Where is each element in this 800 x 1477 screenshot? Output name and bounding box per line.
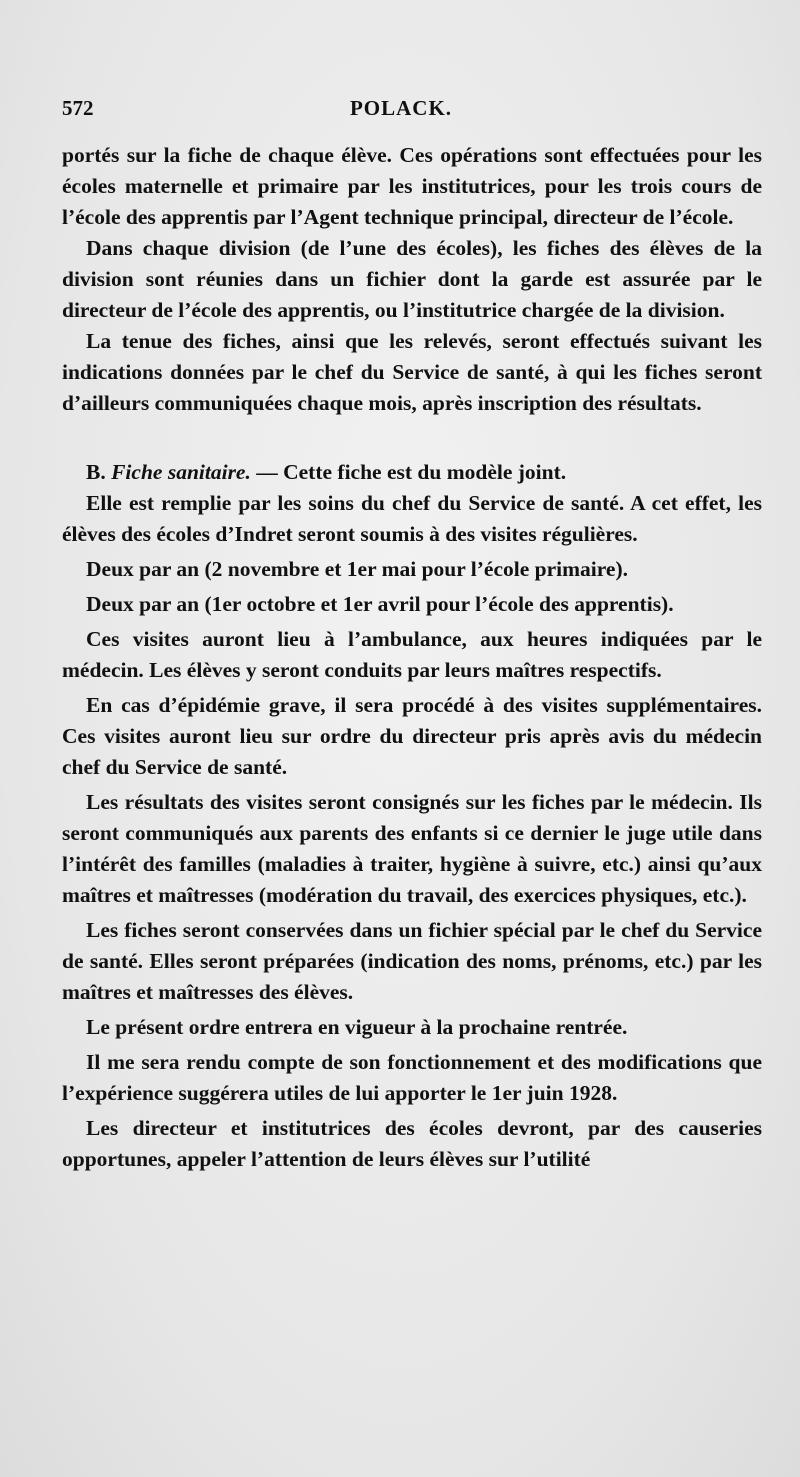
paragraph: Deux par an (1er octobre et 1er avril pour l’école des apprentis).	[86, 592, 674, 616]
paragraph: Dans chaque division (de l’une des écoles), les fiches des élèves de la division sont réunies dans un fichier dont la garde est assurée par le directeur de l’école des apprentis, ou l’institutrice chargée de la division.	[62, 236, 762, 322]
paragraph: Elle est remplie par les soins du chef du Service de santé. A cet effet, les élèves des écoles d’Indret seront soumis à des visites régulières.	[62, 491, 762, 546]
paragraph: portés sur la fiche de chaque élève. Ces opérations sont effectuées pour les écoles maternelle et primaire par les institutrices, pour les trois cours de l’école des apprentis par l’Agent technique principal, directeur de l’école.	[62, 143, 762, 229]
body-text	[62, 140, 762, 1175]
section-prefix: B.	[86, 460, 106, 484]
paragraph: En cas d’épidémie grave, il sera procédé à des visites supplémentaires. Ces visites auront lieu sur ordre du directeur pris après avis du médecin chef du Service de santé.	[62, 693, 762, 779]
paragraph: Il me sera rendu compte de son fonctionnement et des modifications que l’expérience suggérera utiles de lui apporter le 1er juin 1928.	[62, 1050, 762, 1105]
page-number: 572	[62, 96, 94, 120]
page-header	[62, 96, 740, 126]
paragraph: Le présent ordre entrera en vigueur à la prochaine rentrée.	[86, 1015, 628, 1039]
paragraph: Les résultats des visites seront consignés sur les fiches par le médecin. Ils seront communiqués aux parents des enfants si ce dernier le juge utile dans l’intérêt des familles (maladies à traiter, hygiène à suivre, etc.) ainsi qu’aux maîtres et maîtresses (modération du travail, des exercices physiques, etc.).	[62, 790, 762, 907]
running-head: POLACK.	[349, 96, 453, 120]
section-gap	[62, 419, 762, 457]
paragraph: Les fiches seront conservées dans un fichier spécial par le chef du Service de santé. Elles seront préparées (indication des noms, prénoms, etc.) par les maîtres et maîtresses des élèves.	[62, 918, 762, 1004]
paragraph: Les directeur et institutrices des écoles devront, par des causeries opportunes, appeler l’attention de leurs élèves sur l’utilité	[62, 1116, 762, 1171]
section-heading	[62, 457, 762, 488]
paragraph: Ces visites auront lieu à l’ambulance, aux heures indiquées par le médecin. Les élèves y seront conduits par leurs maîtres respectifs.	[62, 627, 762, 682]
paragraph: Deux par an (2 novembre et 1er mai pour l’école primaire).	[86, 557, 628, 581]
section-rest: — Cette fiche est du modèle joint.	[250, 460, 567, 484]
section-title: Fiche sanitaire.	[111, 460, 251, 484]
paragraph: La tenue des fiches, ainsi que les relevés, seront effectués suivant les indications données par le chef du Service de santé, à qui les fiches seront d’ailleurs communiquées chaque mois, après inscription des résultats.	[62, 329, 762, 415]
